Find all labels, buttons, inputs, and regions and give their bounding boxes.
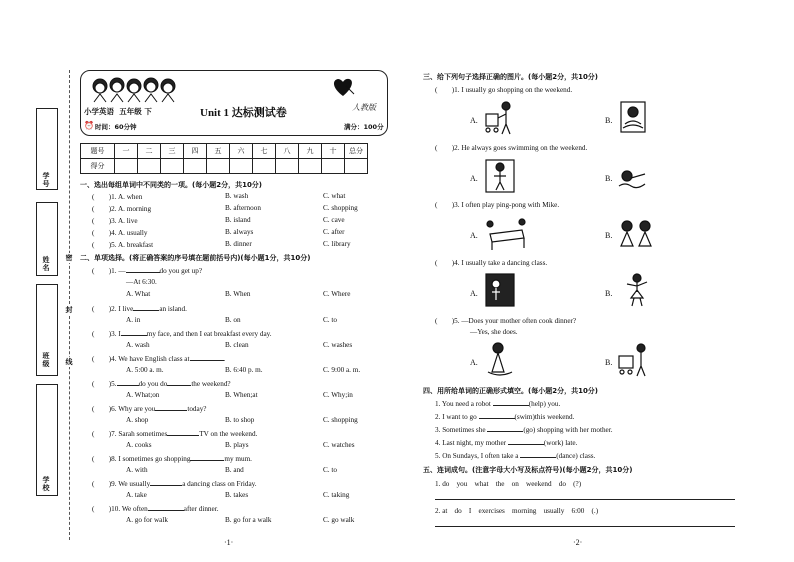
score-header-cell: 七 [253,144,276,159]
answer-blank[interactable] [148,510,184,511]
score-table [80,143,368,174]
s2-q1-c: C. Where [323,290,351,298]
s2-q4-b: B. 6:40 p. m. [225,366,263,374]
s4-q1: 1. You need a robot (help) you. [435,400,561,408]
score-header-cell: 题号 [81,144,115,159]
s4-q2: 2. I want to go (swim)this weekend. [435,413,575,421]
s2-q2-c: C. to [323,316,337,324]
s2-q6-c: C. shopping [323,416,358,424]
s2-q8: ( )8. I sometimes go shopping my mum. [92,455,252,463]
s2-q8-a: A. with [126,466,148,474]
answer-blank[interactable] [155,410,187,411]
heart-icon [330,76,356,98]
score-header-cell: 三 [161,144,184,159]
boy-reading-icon [484,158,516,194]
s2-q3-b: B. clean [225,341,249,349]
student-id-label: 学号 [42,172,50,188]
answer-blank[interactable] [493,405,529,406]
shopping-cart-icon [484,100,516,136]
s5-q2: 2. at do I exercises morning usually 6:00 (.) [435,507,599,515]
score-cell[interactable] [345,159,368,174]
score-cell[interactable] [161,159,184,174]
answer-blank[interactable] [520,457,556,458]
s1-item-c: C. what [323,192,346,200]
s2-q9-c: C. taking [323,491,350,499]
score-cell[interactable] [115,159,138,174]
cut-mark-1: 密 [65,254,73,262]
children-illustration [90,74,182,104]
s2-q9: ( )9. We usually a dancing class on Friday. [92,480,257,488]
score-cell[interactable] [253,159,276,174]
cooking-woman-icon [482,342,518,378]
s2-q2: ( )2. I live an island. [92,305,187,313]
s1-item-b: B. dinner [225,240,252,248]
s1-item-a: ( )5. A. breakfast [92,241,154,249]
s1-item-c: C. cave [323,216,345,224]
answer-blank[interactable] [121,335,147,336]
score-header-cell: 九 [299,144,322,159]
answer-blank[interactable] [190,460,224,461]
s1-item-b: B. always [225,228,254,236]
page-number-2: ·2· [573,538,583,547]
answer-line[interactable] [435,526,735,527]
s2-q2-b: B. on [225,316,241,324]
s3-q5: ( )5. —Does your mother often cook dinner? [435,317,577,325]
s2-q10-b: B. go for a walk [225,516,272,524]
s3-q2-b-label: B. [605,174,613,183]
s1-item-a: ( )1. A. when [92,193,143,201]
swimming-icon [617,160,649,196]
blackboard-icon [484,272,516,308]
s1-item-a: ( )2. A. morning [92,205,152,213]
s3-q3-a-label: A. [470,231,478,240]
s3-q3: ( )3. I often play ping-pong with Mike. [435,201,560,209]
section-4-title: 四、用所给单词的正确形式填空。(每小题2分，共10分) [423,387,599,395]
swimmer-icon [617,100,649,136]
s4-q5: 5. On Sundays, I often take a (dance) class. [435,452,596,460]
s2-q7-b: B. plays [225,441,249,449]
s2-q1: ( )1. — do you get up? [92,267,203,275]
page-number-1: ·1· [224,538,234,547]
s3-q4: ( )4. I usually take a dancing class. [435,259,548,267]
score-header-cell: 二 [138,144,161,159]
subject-label: 小学英语 五年级 下 [84,107,152,116]
s2-q1-a: A. What [126,290,151,298]
cut-mark-3: 线 [65,358,73,366]
s2-q3-a: A. wash [126,341,150,349]
answer-blank[interactable] [126,272,160,273]
s2-q9-b: B. takes [225,491,249,499]
s3-q5-reply: —Yes, she does. [470,328,518,336]
score-cell[interactable] [230,159,253,174]
score-cell[interactable] [184,159,207,174]
section-1-title: 一、选出每组单词中不同类的一项。(每小题2分，共10分) [80,181,263,189]
two-kids-icon [617,216,657,252]
s3-q5-a-label: A. [470,358,478,367]
score-header-cell: 一 [115,144,138,159]
s1-item-c: C. library [323,240,351,248]
score-cell[interactable] [322,159,345,174]
s1-item-b: B. island [225,216,251,224]
s2-q9-a: A. take [126,491,147,499]
s2-q10: ( )10. We often after dinner. [92,505,219,513]
s3-q1-a-label: A. [470,116,478,125]
s1-item-a: ( )4. A. usually [92,229,148,237]
s2-q6: ( )6. Why are you today? [92,405,207,413]
s2-q5-b: B. When;at [225,391,258,399]
s2-q2-a: A. in [126,316,141,324]
s4-q4: 4. Last night, my mother (work) late. [435,439,578,447]
s2-q7: ( )7. Sarah sometimes TV on the weekend. [92,430,258,438]
full-score-label: 满分：100分 [344,123,384,131]
s2-q10-a: A. go for walk [126,516,168,524]
score-cell[interactable] [299,159,322,174]
s2-q6-b: B. to shop [225,416,255,424]
s2-q8-c: C. to [323,466,337,474]
s2-q7-c: C. watches [323,441,355,449]
s3-q3-b-label: B. [605,231,613,240]
s3-q5-b-label: B. [605,358,613,367]
s2-q5: ( )5. do you do the weekend? [92,380,231,388]
score-cell[interactable] [276,159,299,174]
answer-blank[interactable] [150,485,182,486]
s1-item-a: ( )3. A. live [92,217,138,225]
s4-q3: 3. Sometimes she (go) shopping with her mother. [435,426,613,434]
score-header-cell: 六 [230,144,253,159]
s2-q6-a: A. shop [126,416,149,424]
s2-q5-c: C. Why;in [323,391,353,399]
answer-blank[interactable] [133,310,159,311]
answer-blank[interactable] [508,444,544,445]
answer-line[interactable] [435,499,735,500]
class-label: 班级 [42,352,50,368]
s2-q4-a: A. 5:00 a. m. [126,366,164,374]
clock-icon: ⏰ [84,121,94,130]
score-header-cell: 四 [184,144,207,159]
s1-item-c: C. shopping [323,204,358,212]
dancing-girl-icon [621,272,653,308]
s2-q1-b: B. When [225,290,251,298]
s2-q3-c: C. washes [323,341,353,349]
s2-q5-a: A. What;on [126,391,160,399]
ping-pong-icon [484,216,528,252]
s2-q1-reply: —At 6:30. [126,278,157,286]
score-header-cell: 十 [322,144,345,159]
s1-item-c: C. after [323,228,345,236]
s2-q8-b: B. and [225,466,244,474]
s3-q1-b-label: B. [605,116,613,125]
answer-blank[interactable] [167,385,191,386]
score-row-label: 得分 [81,159,115,174]
answer-blank[interactable] [487,431,523,432]
s1-item-b: B. afternoon [225,204,261,212]
score-header-cell: 八 [276,144,299,159]
section-5-title: 五、连词成句。(注意字母大小写及标点符号)(每小题2分，共10分) [423,466,633,474]
time-label: 时间：60分钟 [95,123,137,131]
score-header-cell: 五 [207,144,230,159]
s3-q2-a-label: A. [470,174,478,183]
score-cell[interactable] [138,159,161,174]
school-label: 学校 [42,476,50,492]
score-cell[interactable] [207,159,230,174]
section-2-title: 二、单项选择。(将正确答案的序号填在题前括号内)(每小题1分，共10分) [80,254,311,262]
cut-mark-2: 封 [65,306,73,314]
answer-blank[interactable] [190,360,224,361]
s2-q7-a: A. cooks [126,441,152,449]
s3-q1: ( )1. I usually go shopping on the weekend. [435,86,573,94]
answer-blank[interactable] [479,418,515,419]
score-header-cell: 总分 [345,144,368,159]
s3-q2: ( )2. He always goes swimming on the weekend. [435,144,588,152]
s5-q1: 1. do you what the on weekend do (?) [435,480,582,488]
shopping-trolley-icon [617,342,649,378]
s3-q4-a-label: A. [470,289,478,298]
page-title: Unit 1 达标测试卷 [200,107,287,119]
s2-q4: ( )4. We have English class at . [92,355,226,363]
s2-q10-c: C. go walk [323,516,355,524]
edition-label: 人教版 [352,103,376,112]
answer-blank[interactable] [167,435,199,436]
answer-blank[interactable] [117,385,139,386]
name-label: 姓名 [42,256,50,272]
s1-item-b: B. wash [225,192,249,200]
section-3-title: 三、给下列句子选择正确的图片。(每小题2分，共10分) [423,73,599,81]
s2-q4-c: C. 9:00 a. m. [323,366,361,374]
s3-q4-b-label: B. [605,289,613,298]
s2-q3: ( )3. I my face, and then I eat breakfast every day. [92,330,272,338]
